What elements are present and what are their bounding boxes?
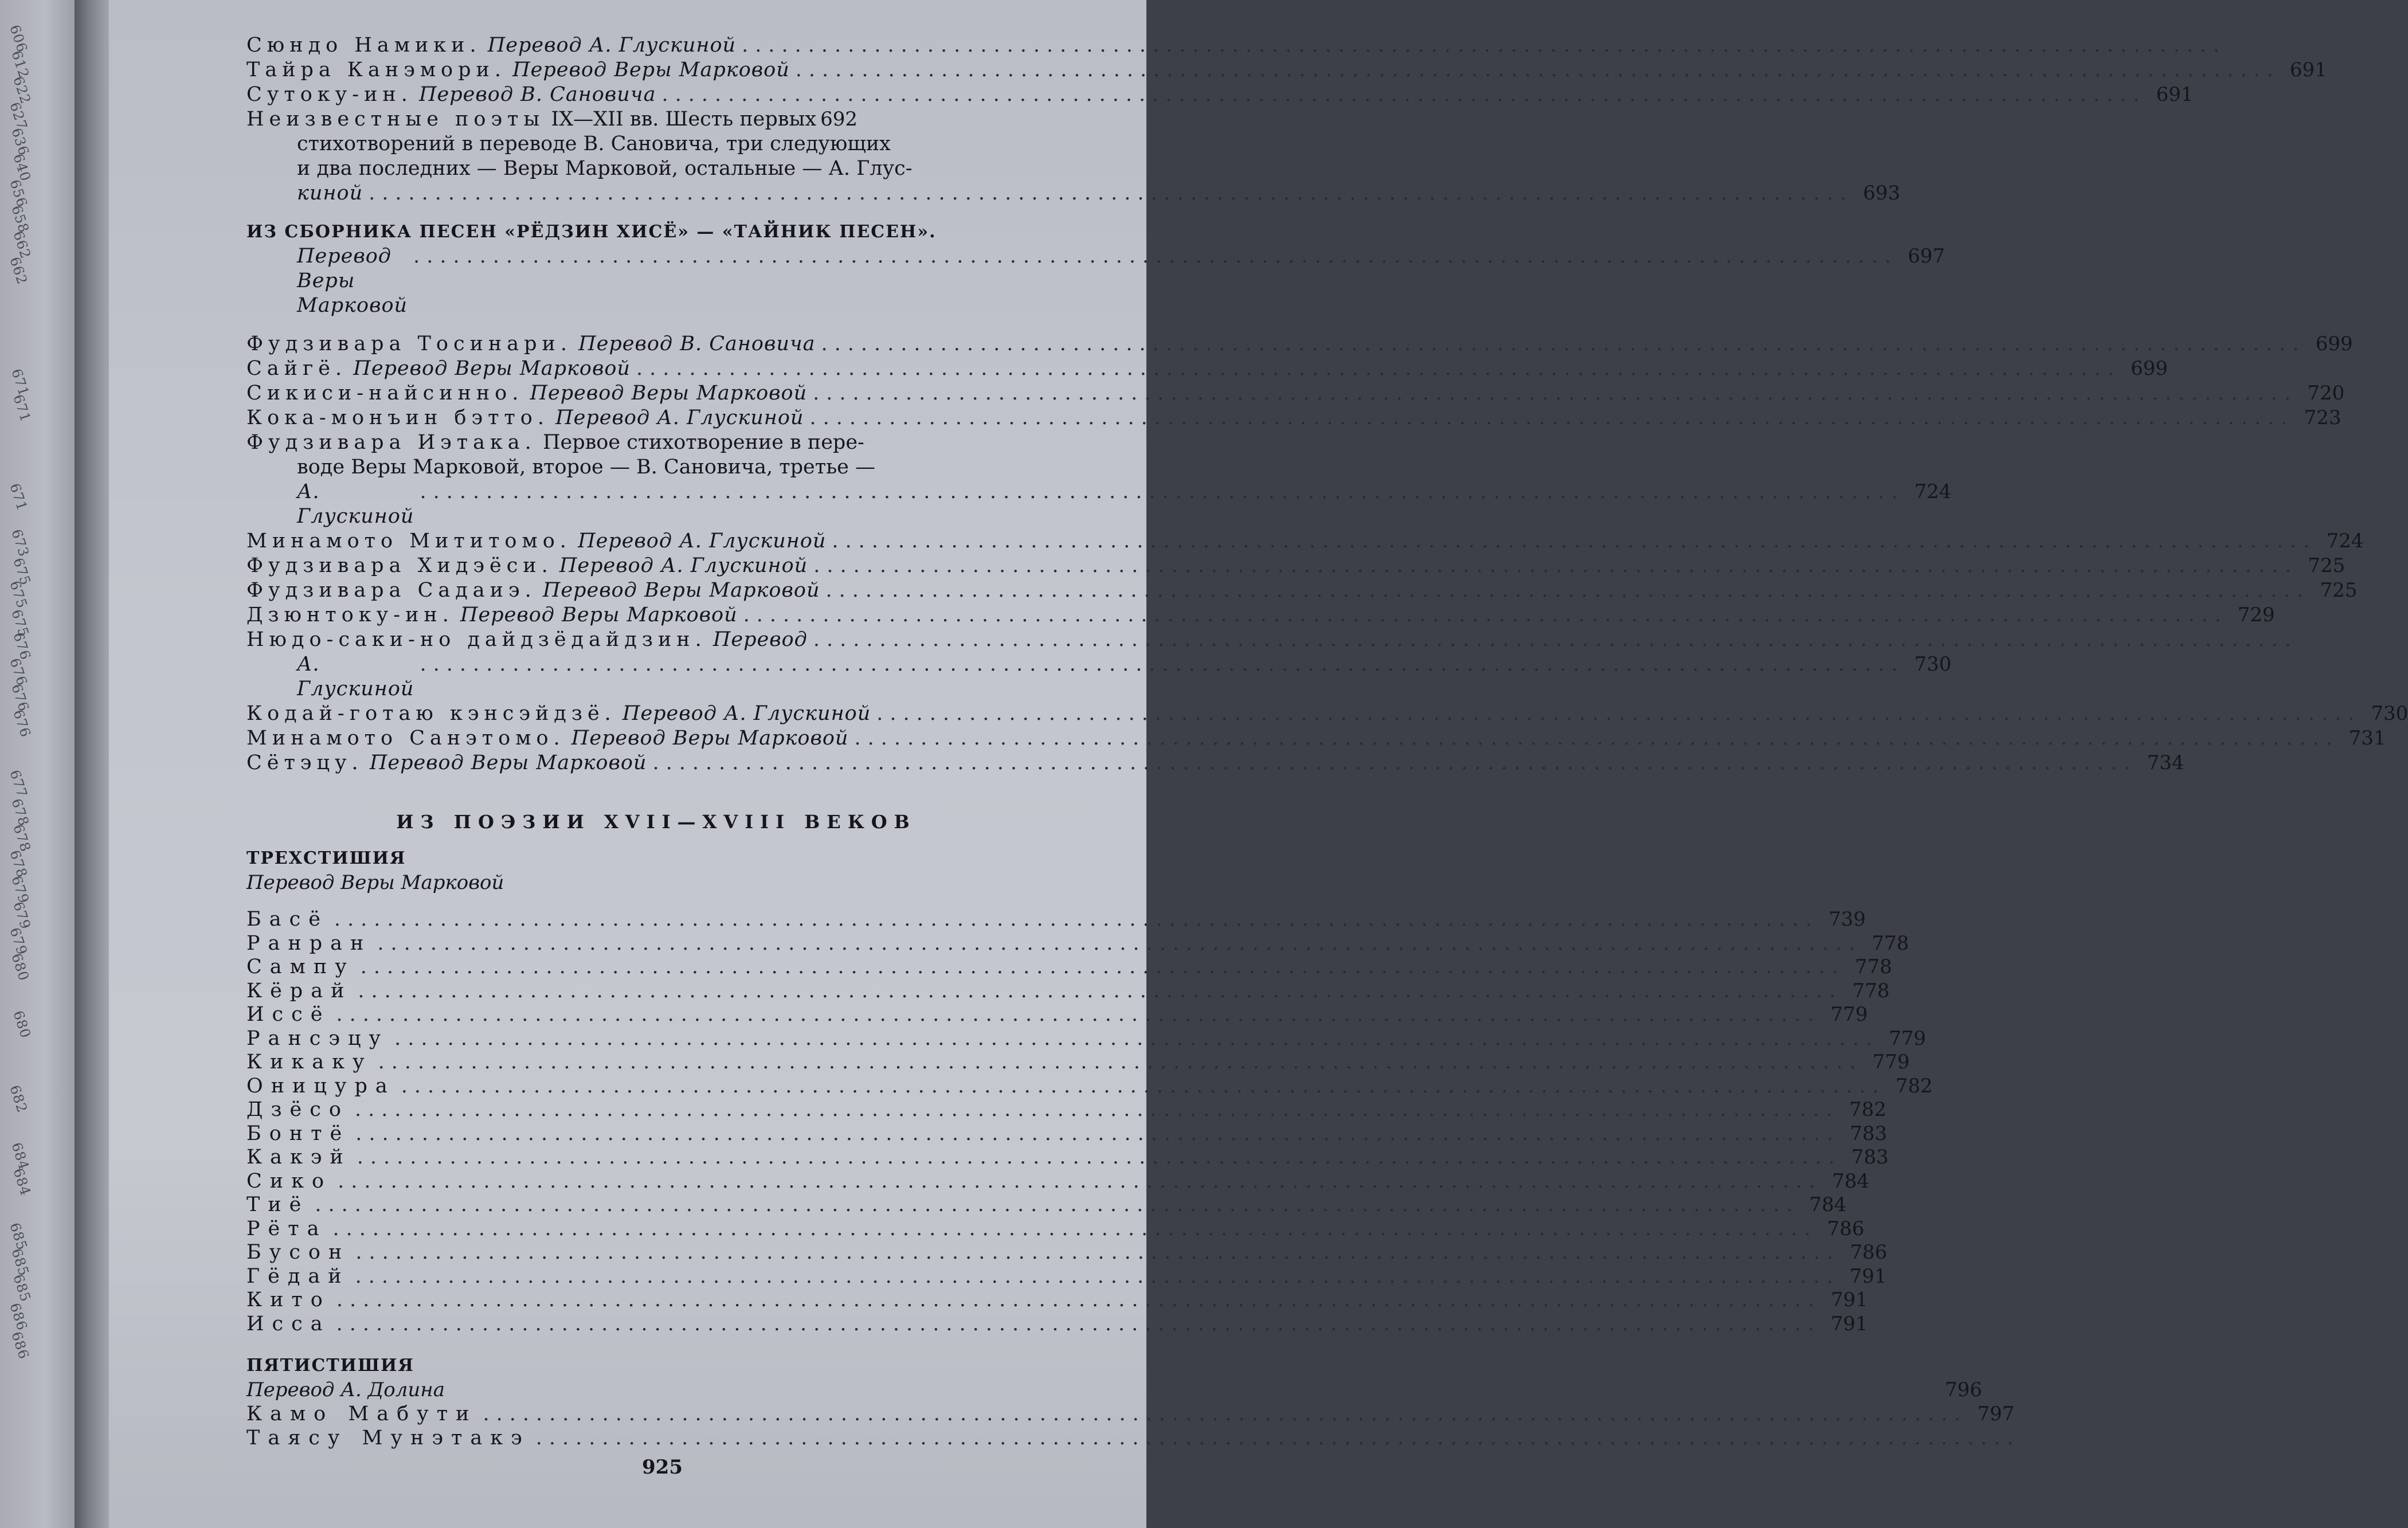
translator: Перевод: [712, 628, 808, 651]
leader-dots: [420, 480, 1904, 504]
facing-page-number: 671: [10, 393, 34, 425]
facing-page-number: 612: [8, 49, 33, 81]
toc-entry[interactable]: [246, 1193, 1847, 1217]
author-name: Минамото Санэтомо.: [246, 727, 565, 750]
left-page-margin: [0, 0, 75, 1528]
leader-dots: [825, 578, 2310, 603]
page-ref: 784: [1832, 1169, 1870, 1193]
page-ref: 697: [1908, 245, 1945, 268]
page-ref: 779: [1872, 1051, 1910, 1073]
facing-page-number: 636: [8, 126, 33, 158]
leader-dots: [336, 1288, 1821, 1312]
page-ref: 693: [1863, 182, 1901, 205]
leader-dots: [369, 181, 1853, 206]
author-name: Фудзивара Садаиэ.: [246, 579, 537, 602]
entries-top: [246, 33, 2327, 132]
facing-page-number: 682: [6, 1083, 31, 1115]
leader-dots: [420, 652, 1904, 677]
tercets-list: [246, 908, 1933, 1336]
author-name: Басё: [246, 908, 328, 931]
leader-dots: [742, 33, 2226, 58]
toc-entry[interactable]: [246, 1122, 1888, 1146]
page-ref: 699: [2315, 332, 2353, 355]
facing-page-number: 679: [6, 926, 31, 958]
facing-page-number: 680: [10, 1009, 34, 1041]
author-name: Нюдо-саки-но дайдзёдайдзин.: [246, 628, 707, 651]
toc-entry[interactable]: [246, 406, 2342, 430]
facing-page-number: 656: [6, 178, 31, 210]
toc-entry[interactable]: [246, 430, 1066, 455]
toc-entry[interactable]: [246, 979, 1890, 1004]
toc-entry[interactable]: [246, 1146, 1889, 1170]
toc-entry-last-line: Перевод Веры Марковой ..... 697: [246, 244, 1066, 318]
toc-entry[interactable]: [246, 603, 2275, 628]
toc-entry[interactable]: [246, 33, 1066, 58]
toc-entry[interactable]: [246, 220, 1066, 244]
leader-dots: [358, 980, 1842, 1004]
leader-dots: [315, 1193, 1799, 1217]
page-ref: 791: [1830, 1312, 1868, 1335]
author-name: Сётэцу.: [246, 751, 363, 774]
leader-dots: [743, 603, 2228, 628]
author-name: Тайра Канэмори.: [246, 58, 506, 81]
facing-page-number: 671: [8, 367, 33, 399]
page-ref: 691: [2289, 58, 2327, 81]
page-ref: 725: [2320, 579, 2358, 602]
toc-entry[interactable]: [246, 1241, 1888, 1265]
author-name: Сутоку-ин.: [246, 83, 413, 106]
facing-page-number: 627: [6, 100, 31, 132]
author-name: Сампу: [246, 955, 355, 978]
page-ref: 786: [1850, 1241, 1888, 1264]
toc-entry-last-line: А. Глускиной ..... 730: [246, 652, 1066, 702]
facing-page-number: 640: [10, 152, 34, 184]
toc-entry[interactable]: [246, 1217, 1865, 1241]
author-name: Рёта: [246, 1217, 327, 1240]
toc-entry[interactable]: [246, 1026, 1927, 1051]
toc-entry[interactable]: Перевод А. Долина 796: [246, 1378, 1983, 1401]
leader-dots: [821, 332, 2306, 356]
facing-page-number: 680: [8, 951, 33, 984]
author-name: Исса: [246, 1312, 331, 1335]
author-name: Бусон: [246, 1241, 350, 1264]
page-ref: 730: [1914, 653, 1952, 676]
toc-entry-last-line: А. Глускиной ..... 724: [246, 480, 1066, 529]
facing-page-number: 606: [6, 23, 31, 55]
translator: Перевод Веры Марковой: [530, 382, 808, 405]
page-ref: 778: [1871, 931, 1909, 955]
entry-note: Первое стихотворение в пере-: [542, 431, 864, 454]
tercets-heading: ТРЕХСТИШИЯ: [246, 848, 406, 868]
author-name: Сайгё.: [246, 357, 347, 380]
page-ref: 778: [1852, 979, 1890, 1002]
book-gutter: [75, 0, 109, 1528]
page-ref: 725: [2308, 554, 2346, 577]
toc-entry[interactable]: [246, 1169, 1870, 1194]
author-name: Неизвестные поэты: [246, 108, 545, 131]
facing-page-number: 678: [8, 797, 33, 829]
page-ref: 791: [1849, 1264, 1887, 1288]
toc-entry[interactable]: [246, 1402, 2015, 1427]
translator: Перевод Веры Марковой: [460, 604, 738, 626]
leader-dots: [378, 1051, 1863, 1075]
facing-page-number: 662: [6, 255, 31, 287]
facing-page-number: 622: [10, 75, 34, 107]
facing-page-number: 671: [6, 481, 31, 514]
leader-dots: [832, 529, 2316, 554]
toc-continuation: стихотворений в переводе В. Сановича, три следующих: [297, 132, 891, 155]
leader-dots: [413, 244, 1898, 269]
entries-mid2: [246, 529, 2364, 652]
facing-page-number: 677: [6, 768, 31, 800]
facing-page-number: 675: [6, 579, 31, 611]
toc-entry[interactable]: [246, 751, 2184, 775]
facing-page-number: 676: [6, 656, 31, 688]
leader-dots: [361, 955, 1845, 980]
toc-entry[interactable]: [246, 1098, 1886, 1122]
leader-dots: [334, 908, 1819, 932]
toc-continuation: и два последних — Веры Марковой, остальные — А. Глус-: [297, 157, 913, 180]
facing-page-number: 662: [10, 229, 34, 261]
translator: Перевод А. Глускиной: [487, 34, 737, 57]
page-ref: 783: [1851, 1146, 1889, 1169]
page-ref: 692: [820, 108, 858, 131]
toc-entry[interactable]: [246, 107, 1066, 132]
author-name: Иссё: [246, 1003, 331, 1026]
leader-dots: [394, 1027, 1879, 1051]
author-name: Кодай-готаю кэнсэйдзё.: [246, 702, 616, 725]
author-name: Фудзивара Хидэёси.: [246, 554, 553, 577]
leader-dots: [796, 58, 2280, 83]
page-ref: 724: [1914, 480, 1952, 503]
facing-page-number: 678: [10, 822, 34, 855]
page-ref: 797: [1977, 1402, 2015, 1425]
page-ref: 779: [1889, 1026, 1927, 1050]
page-ref: 779: [1830, 1003, 1868, 1026]
leader-dots: [333, 1217, 1818, 1241]
page-ref: 731: [2348, 727, 2386, 750]
toc-entry[interactable]: [246, 1288, 1868, 1312]
leader-dots: [357, 1146, 1842, 1170]
author-name: Кёрай: [246, 979, 353, 1002]
facing-page-number: 685: [6, 1221, 31, 1253]
author-name: Сико: [246, 1169, 332, 1193]
leader-dots: [355, 1265, 1840, 1289]
toc-entry[interactable]: [246, 955, 1892, 980]
toc-entry[interactable]: [246, 628, 1066, 652]
facing-page-number: 676: [10, 630, 34, 663]
toc-entry[interactable]: [246, 908, 1866, 932]
author-name: Бонтё: [246, 1122, 350, 1145]
translator: Перевод В. Сановича: [578, 332, 816, 355]
page-ref: 723: [2304, 406, 2342, 429]
entry-note: IX—XII вв. Шесть первых: [551, 108, 817, 131]
pentads-list: [246, 1402, 2015, 1450]
author-name: Таясу Мунэтакэ: [246, 1426, 530, 1449]
section-caption: ИЗ СБОРНИКА ПЕСЕН «РЁДЗИН ХИСЁ» — «ТАЙНИК ПЕСЕН».: [246, 222, 937, 242]
author-name: Ранран: [246, 931, 372, 955]
facing-page-number: 686: [6, 1301, 31, 1333]
tercets-translator: Перевод Веры Марковой: [246, 871, 504, 894]
leader-dots: [377, 932, 1862, 956]
entries-mid: [246, 332, 2353, 455]
leader-dots: [813, 381, 2297, 406]
leader-dots: [536, 1427, 2021, 1451]
toc-entry[interactable]: [246, 578, 2358, 603]
section-heading: ИЗ ПОЭЗИИ XVII—XVIII ВЕКОВ: [396, 811, 917, 833]
toc-entry[interactable]: [246, 332, 2353, 356]
toc-entry[interactable]: [246, 1312, 1868, 1337]
author-name: Камо Мабути: [246, 1402, 477, 1425]
facing-page-number: 685: [8, 1247, 33, 1279]
facing-page-number: 675: [10, 556, 34, 588]
leader-dots: [652, 751, 2137, 775]
facing-page-number: 658: [8, 203, 33, 236]
author-name: Кока-монъин бэтто.: [246, 406, 549, 429]
page-ref: 730: [2371, 702, 2408, 725]
page-ref: 691: [2156, 83, 2194, 106]
toc-entry[interactable]: [246, 529, 2364, 554]
page-ref: 791: [1831, 1288, 1868, 1311]
toc-entry[interactable]: [246, 1051, 1910, 1075]
table-of-contents: [246, 33, 2408, 1450]
leader-dots: [809, 406, 2294, 430]
page-ref: 796: [1945, 1378, 1983, 1401]
author-name: Оницура: [246, 1074, 396, 1098]
translator: Перевод А. Глускиной: [559, 554, 808, 577]
facing-page-number: 673: [8, 527, 33, 559]
translator: Перевод Веры Марковой: [512, 58, 790, 81]
toc-entry[interactable]: [246, 554, 2346, 578]
author-name: Сикиси-найсинно.: [246, 382, 524, 405]
leader-dots: [813, 554, 2298, 578]
page-ref: 729: [2237, 604, 2275, 626]
ryojin-hisho-section: [246, 220, 1945, 318]
toc-entry-last-line: киной ..... 693: [246, 181, 1066, 206]
page-ref: 783: [1850, 1122, 1888, 1145]
translator: Перевод Веры Марковой: [369, 751, 647, 774]
pentads-heading: ПЯТИСТИШИЯ: [246, 1355, 414, 1376]
author-name: Минамото Мититомо.: [246, 530, 571, 553]
facing-page-number: 676: [8, 682, 33, 714]
author-name: Дзёсо: [246, 1098, 349, 1121]
leader-dots: [876, 702, 2361, 726]
author-name: Кикаку: [246, 1051, 373, 1073]
author-name: Тиё: [246, 1193, 310, 1216]
leader-dots: [854, 726, 2339, 751]
page-ref: 786: [1827, 1217, 1865, 1240]
toc-continuation: воде Веры Марковой, второе — В. Сановича, третье —: [297, 456, 876, 479]
toc-entry[interactable]: [246, 1264, 1887, 1289]
page-ref: 734: [2147, 751, 2184, 774]
leader-dots: [336, 1312, 1821, 1337]
leader-dots: [336, 1003, 1820, 1027]
page-ref: 784: [1809, 1193, 1847, 1216]
translator: Перевод А. Глускиной: [555, 406, 804, 429]
toc-entry[interactable]: [246, 1074, 1933, 1099]
leader-dots: [813, 628, 2298, 652]
toc-entry[interactable]: [246, 1003, 1868, 1027]
author-name: Гёдай: [246, 1264, 350, 1288]
leader-dots: [483, 1402, 1967, 1427]
facing-page-number: 679: [8, 874, 33, 906]
leader-dots: [355, 1241, 1840, 1265]
author-name: Дзюнтоку-ин.: [246, 604, 454, 626]
toc-entry[interactable]: [246, 931, 1909, 956]
facing-page-number: 678: [6, 848, 31, 880]
facing-page-number: 679: [10, 900, 34, 932]
toc-entry[interactable]: [246, 381, 2345, 406]
translator: Перевод А. Глускиной: [622, 702, 871, 725]
translator: Перевод Веры Марковой: [353, 357, 631, 380]
leader-dots: [661, 83, 2146, 107]
book-page: [109, 0, 2408, 1528]
page-ref: 739: [1828, 908, 1866, 931]
toc-entry[interactable]: [246, 1427, 1066, 1451]
author-name: Фудзивара Иэтака.: [246, 431, 537, 454]
toc-entry[interactable]: [246, 726, 2386, 751]
toc-entry[interactable]: [246, 58, 2327, 83]
author-name: Кито: [246, 1288, 331, 1311]
pentads-section: [246, 1353, 2015, 1450]
entries-mid3: [246, 702, 2408, 775]
facing-page-number: 684: [8, 1141, 33, 1173]
author-name: Какэй: [246, 1146, 351, 1169]
facing-page-number: 684: [10, 1166, 34, 1198]
translator: Перевод В. Сановича: [419, 83, 656, 106]
translator: Перевод Веры Марковой: [571, 727, 849, 750]
page-ref: 778: [1854, 955, 1892, 978]
translator: Перевод А. Глускиной: [578, 530, 827, 553]
author-name: Сюндо Намики.: [246, 34, 481, 57]
facing-page-number: 675: [8, 608, 33, 640]
page-number: 925: [642, 1456, 683, 1479]
toc-entry[interactable]: [246, 702, 2408, 726]
translator: Перевод Веры Марковой: [542, 579, 820, 602]
facing-page-number: 686: [8, 1330, 33, 1362]
toc-entry[interactable]: [246, 83, 2194, 107]
leader-dots: [636, 356, 2121, 381]
page-ref: 782: [1895, 1074, 1933, 1098]
page-ref: 699: [2131, 357, 2168, 380]
facing-page-number: 676: [10, 708, 34, 740]
leader-dots: [401, 1075, 1886, 1099]
author-name: Фудзивара Тосинари.: [246, 332, 572, 355]
leader-dots: [338, 1170, 1822, 1194]
leader-dots: [355, 1098, 1839, 1122]
page-ref: 724: [2326, 530, 2364, 553]
page-ref: 782: [1849, 1098, 1886, 1121]
toc-entry[interactable]: [246, 356, 2168, 381]
leader-dots: [355, 1122, 1840, 1146]
facing-page-number: 685: [10, 1272, 34, 1304]
author-name: Рансэцу: [246, 1026, 389, 1050]
page-ref: 720: [2307, 382, 2345, 405]
